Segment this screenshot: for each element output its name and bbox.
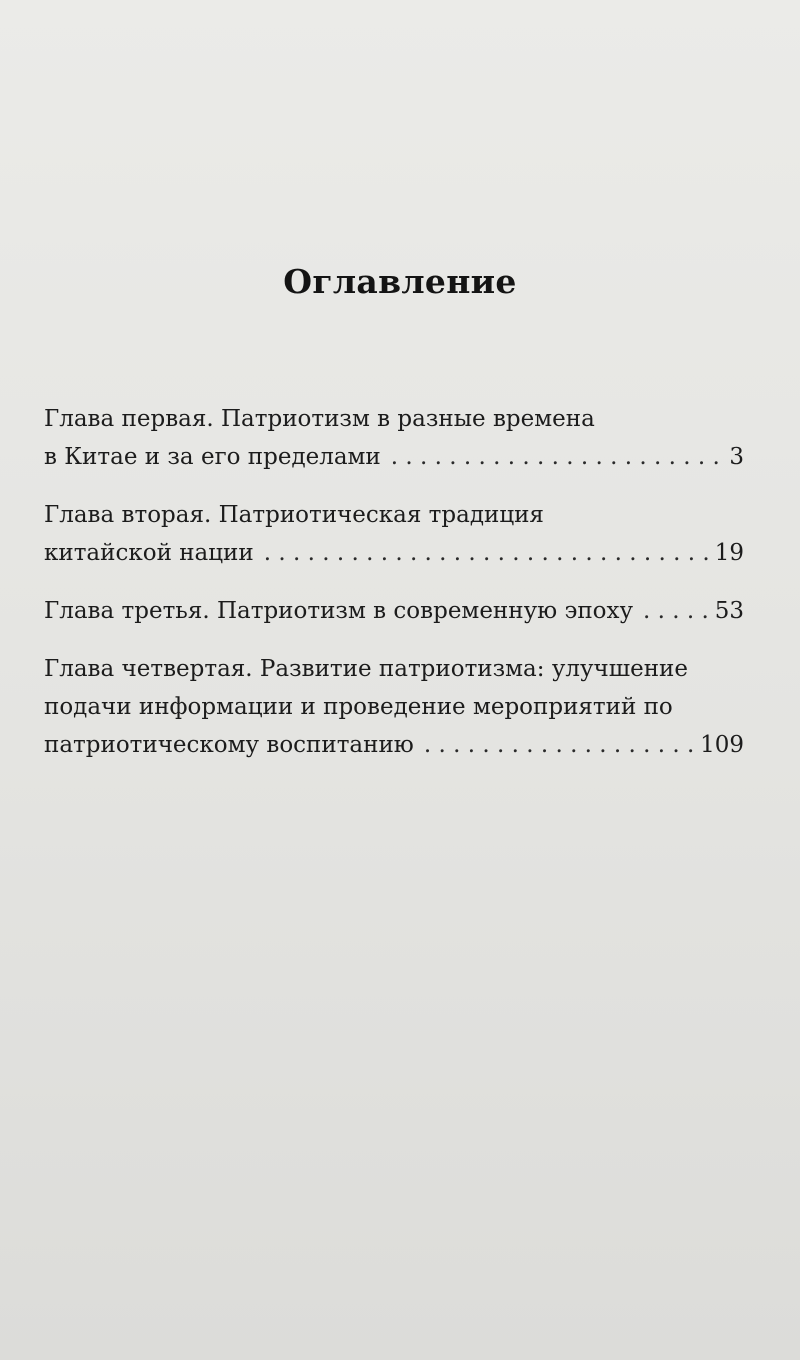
toc-entry-last-line (44, 534, 744, 572)
toc-entry-last-line (44, 726, 744, 764)
dot-leader (424, 726, 694, 764)
toc-list (44, 400, 744, 764)
toc-entry-line: Глава четвертая. Развитие патриотизма: улучшение (44, 656, 688, 682)
toc-entry-text: китайской нации (44, 540, 254, 566)
toc-title: Оглавление (283, 262, 517, 301)
toc-page-number: 53 (714, 598, 744, 624)
toc-entry-text: Глава третья. Патриотизм в современную эпоху (44, 598, 634, 624)
dot-leader (643, 592, 709, 630)
dot-leader (264, 534, 709, 572)
toc-entry-text: в Китае и за его пределами (44, 444, 381, 470)
toc-entry-chapter-4[interactable] (44, 650, 744, 764)
dot-leader (391, 438, 724, 476)
toc-entry-line: Глава вторая. Патриотическая традиция (44, 502, 544, 528)
toc-entry-line: подачи информации и проведение мероприятий по (44, 694, 673, 720)
toc-entry-text: патриотическому воспитанию (44, 732, 414, 758)
toc-entry-line: Глава первая. Патриотизм в разные времена (44, 406, 595, 432)
toc-page-number: 3 (729, 444, 744, 470)
toc-entry-chapter-2[interactable] (44, 496, 744, 572)
toc-entry-last-line (44, 592, 744, 630)
toc-page-number: 19 (714, 540, 744, 566)
toc-entry-chapter-3[interactable] (44, 592, 744, 630)
toc-entry-last-line (44, 438, 744, 476)
toc-entry-chapter-1[interactable] (44, 400, 744, 476)
toc-page-number: 109 (700, 732, 744, 758)
